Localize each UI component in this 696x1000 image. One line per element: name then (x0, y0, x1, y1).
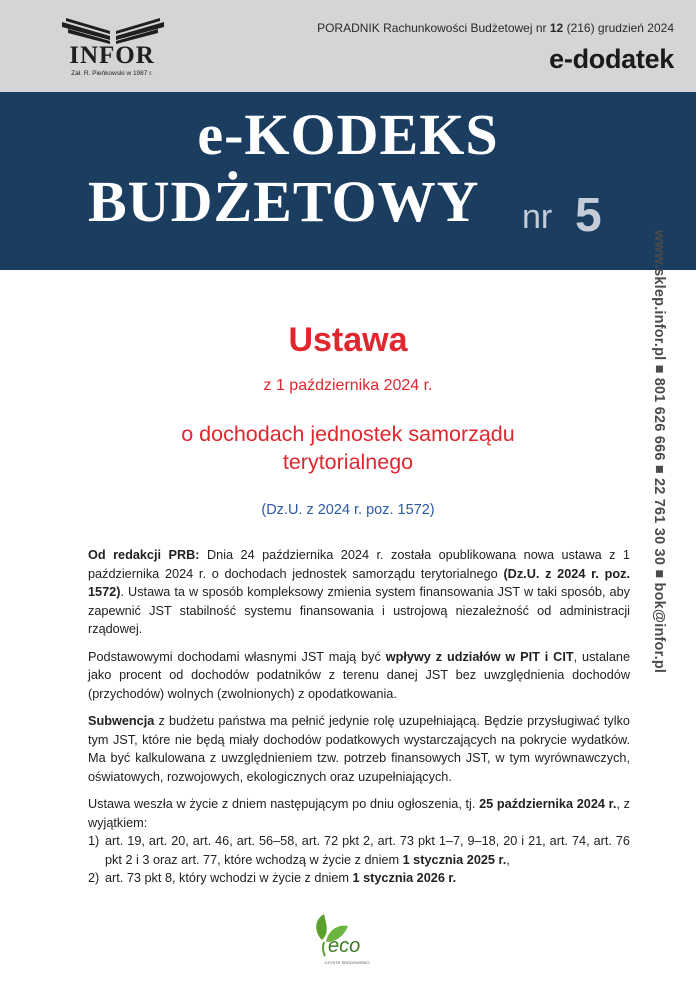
logo-wordmark: INFOR (69, 42, 155, 69)
exceptions-list (88, 832, 630, 888)
text-run: Podstawowymi dochodami własnymi JST mają być (88, 649, 386, 664)
act-citation: (Dz.U. z 2024 r. poz. 1572) (261, 502, 435, 518)
list-number: 2) (88, 871, 100, 885)
list-item (88, 869, 630, 888)
text-run: z budżetu państwa ma pełnić jedynie rolę uzupełniającą. Będzie przysługiwać tylko tym JST, które nie będą miały dochodów podatkowych wystarczających na pokrycie wydatków. Ma być kalkulowana z uwzględnieniem tzw. potrzeb finansowych JST, w tym wyrównawczych, oświatowych, rozwojowych, ekologicznych oraz uzupełniających. (88, 714, 630, 784)
act-subject-line-1: o dochodach jednostek samorządu (181, 422, 515, 446)
paragraph-editorial (88, 546, 630, 639)
act-type: Ustawa (288, 321, 408, 359)
supplement-label: e-dodatek (549, 44, 674, 74)
text-run-bold: (Dz.U. z 2024 r. poz. 1572) (88, 566, 630, 599)
paragraph-income (88, 648, 630, 704)
text-run-bold: Subwencja (88, 714, 155, 728)
eco-logo (308, 910, 386, 970)
editorial-lead: Od redakcji PRB: (88, 548, 200, 562)
text-run-bold: 1 stycznia 2025 r. (402, 852, 507, 867)
act-date: z 1 października 2024 r. (263, 377, 433, 394)
act-subject (0, 420, 696, 476)
list-number: 1) (88, 834, 100, 848)
paragraph-entry-into-force (88, 795, 630, 832)
text-run: , z wyjątkiem: (88, 797, 630, 830)
title-line-1: e-KODEKS (197, 102, 499, 167)
text-run: Ustawa weszła w życie z dniem następującym po dniu ogłoszenia, tj. (88, 797, 480, 811)
leaf-icon (308, 910, 386, 970)
infor-logo (58, 18, 168, 80)
text-run: , ustalane jako procent od dochodów podatników z terenu danej JST bez uwzględnienia dochodów (przychodów) wolnych (zwolnionych) z opodatkowania. (88, 649, 630, 701)
text-run: art. 73 pkt 8, który wchodzi w życie z dniem (105, 871, 353, 885)
paragraph-subsidy (88, 712, 630, 786)
text-run-bold: 1 stycznia 2026 r. (352, 871, 457, 885)
issue-nr-value: 5 (575, 189, 602, 242)
text-run: . Ustawa ta w sposób kompleksowy zmienia system finansowania JST w taki sposób, aby zapewnić JST stabilność systemu finansowania i ustrojową niezależność od administracji rządowej. (88, 585, 630, 636)
issue-line (317, 21, 674, 35)
logo-tagline: Zał. R. Pieńkowski w 1987 r. (71, 70, 153, 77)
act-subject-line-2: terytorialnego (282, 450, 414, 474)
list-item (88, 832, 630, 869)
text-run: , (506, 852, 510, 867)
text-run: art. 19, art. 20, art. 46, art. 56–58, art. 72 pkt 2, art. 73 pkt 1–7, 9–18, 20 i 21, art. 74, art. 76 pkt 2 i 3 oraz art. 77, które wchodzą w życie z dniem (105, 834, 630, 867)
eco-word: eco (328, 935, 361, 957)
wings-icon (60, 18, 166, 44)
text-run: Dnia 24 października 2024 r. została opublikowana nowa ustawa z 1 października 2024 r. o dochodach jednostek samorządu terytorialnego (88, 548, 630, 581)
eco-sub: CZYSTE ŚRODOWISKO (324, 960, 370, 965)
title-line-2: BUDŻETOWY (88, 169, 480, 234)
issue-suffix: (216) grudzień 2024 (566, 21, 674, 35)
issue-number: 12 (549, 21, 564, 35)
issue-nr-label: nr (522, 198, 553, 236)
text-run-bold: 25 października 2024 r. (479, 797, 617, 811)
body-text (88, 546, 630, 888)
contact-text: www.sklep.infor.pl ■ 801 626 666 ■ 22 761 30 30 ■ bok@infor.pl (651, 230, 667, 674)
issue-prefix: PORADNIK Rachunkowości Budżetowej nr (317, 21, 547, 35)
text-run-bold: wpływy z udziałów w PIT i CIT (385, 649, 574, 664)
